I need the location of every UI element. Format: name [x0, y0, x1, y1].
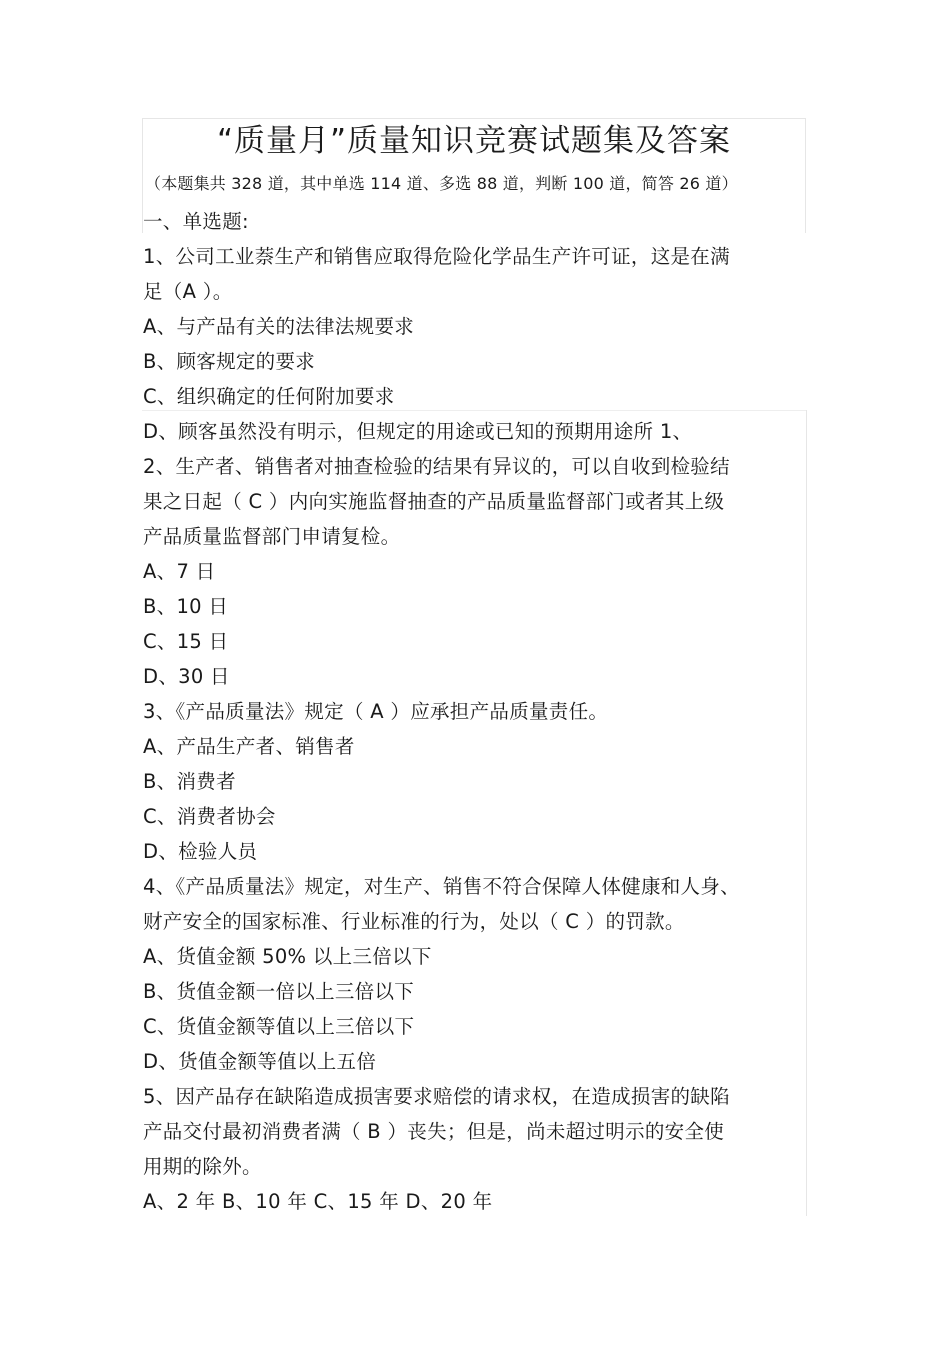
text-line: D、货值金额等值以上五倍 [143, 1050, 377, 1073]
question-list [143, 239, 803, 1219]
text-line: A、产品生产者、销售者 [143, 735, 355, 758]
text-line: 1、公司工业萘生产和销售应取得危险化学品生产许可证，这是在满 [143, 245, 730, 268]
document-subtitle: （本题集共 328 道，其中单选 114 道、多选 88 道，判断 100 道，简答 26 道） [145, 174, 738, 193]
text-line: 财产安全的国家标准、行业标准的行为，处以（ C ）的罚款。 [143, 910, 685, 933]
document-title: “质量月”质量知识竞赛试题集及答案 [216, 123, 732, 159]
text-line: A、2 年 B、10 年 C、15 年 D、20 年 [143, 1190, 493, 1213]
document-body [143, 204, 803, 1219]
text-line: C、货值金额等值以上三倍以下 [143, 1015, 415, 1038]
text-line: C、消费者协会 [143, 805, 276, 828]
text-line: D、30 日 [143, 665, 230, 688]
text-line: 产品质量监督部门申请复检。 [143, 525, 401, 548]
text-line: 果之日起（ C ）内向实施监督抽查的产品质量监督部门或者其上级 [143, 490, 725, 513]
text-line: 3、《产品质量法》规定（ A ）应承担产品质量责任。 [143, 700, 609, 723]
text-line: B、顾客规定的要求 [143, 350, 316, 373]
text-line: B、10 日 [143, 595, 229, 618]
text-line: 2、生产者、销售者对抽查检验的结果有异议的，可以自收到检验结 [143, 455, 730, 478]
text-line: 4、《产品质量法》规定，对生产、销售不符合保障人体健康和人身、 [143, 875, 740, 898]
text-line: B、货值金额一倍以上三倍以下 [143, 980, 415, 1003]
text-line: C、15 日 [143, 630, 229, 653]
text-line: A、货值金额 50% 以上三倍以下 [143, 945, 432, 968]
text-line: B、消费者 [143, 770, 236, 793]
section-heading: 一、单选题: [143, 210, 249, 233]
text-line: 5、因产品存在缺陷造成损害要求赔偿的请求权，在造成损害的缺陷 [143, 1085, 730, 1108]
text-line: 产品交付最初消费者满（ B ）丧失；但是，尚未超过明示的安全使 [143, 1120, 725, 1143]
text-line: 用期的除外。 [143, 1155, 262, 1178]
text-line: A、与产品有关的法律法规要求 [143, 315, 415, 338]
page-frame-right-edge [806, 410, 807, 1216]
text-line: C、组织确定的任何附加要求 [143, 385, 395, 408]
text-line: D、顾客虽然没有明示，但规定的用途或已知的预期用途所 1、 [143, 420, 693, 443]
text-line: 足（A ）。 [143, 280, 233, 303]
text-line: A、7 日 [143, 560, 216, 583]
text-line: D、检验人员 [143, 840, 258, 863]
